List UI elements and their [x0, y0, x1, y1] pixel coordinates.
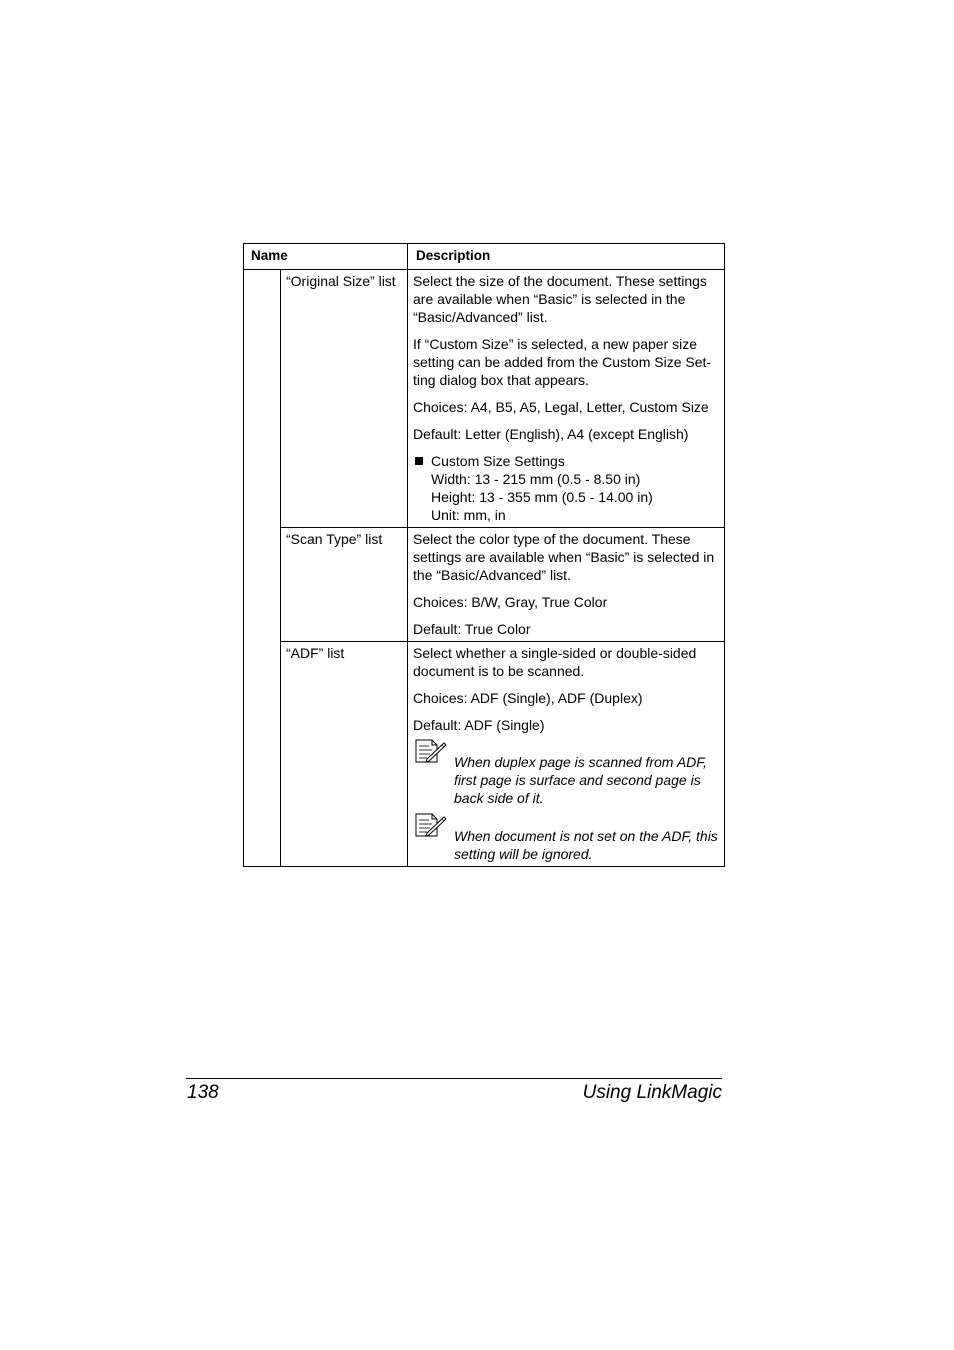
table-row [244, 270, 725, 528]
bullet-line: Unit: mm, in [431, 507, 506, 523]
header-name: Name [244, 244, 408, 270]
custom-size-settings-bullet [413, 452, 720, 524]
square-bullet-icon [415, 457, 423, 465]
table-row [244, 528, 725, 642]
note [413, 827, 720, 863]
row-name-original-size: “Original Size” list [281, 270, 408, 528]
row-description-original-size [408, 270, 725, 528]
row-description-scan-type [408, 528, 725, 642]
group-indent-cell [244, 270, 281, 867]
header-description: Description [408, 244, 725, 270]
table-header-row [244, 244, 725, 270]
row-name-scan-type: “Scan Type” list [281, 528, 408, 642]
bullet-title: Custom Size Settings [431, 453, 565, 469]
settings-table [243, 243, 725, 867]
note-pencil-icon [415, 813, 447, 837]
chapter-title: Using LinkMagic [582, 1082, 722, 1103]
note-text: When duplex page is scanned from ADF, first page is surface and second page is back side of it. [454, 754, 707, 806]
table-row [244, 642, 725, 867]
description-paragraph: Default: ADF (Single) [413, 717, 545, 733]
description-paragraph: Default: Letter (English), A4 (except English) [413, 426, 689, 442]
description-paragraph: Select the size of the document. These settings are available when “Basic” is selected in the “Basic/Advanced” list. [413, 273, 707, 325]
description-paragraph: If “Custom Size” is selected, a new paper size setting can be added from the Custom Size Set-ting dialog box that appears. [413, 336, 712, 388]
row-description-adf [408, 642, 725, 867]
note [413, 753, 720, 807]
description-paragraph: Choices: ADF (Single), ADF (Duplex) [413, 690, 643, 706]
bullet-line: Width: 13 - 215 mm (0.5 - 8.50 in) [431, 471, 641, 487]
description-paragraph: Choices: B/W, Gray, True Color [413, 594, 608, 610]
note-pencil-icon [415, 739, 447, 763]
note-text: When document is not set on the ADF, this setting will be ignored. [454, 828, 718, 862]
description-paragraph: Default: True Color [413, 621, 531, 637]
description-paragraph: Select the color type of the document. These settings are available when “Basic” is selected in the “Basic/Advanced” list. [413, 531, 715, 583]
description-paragraph: Select whether a single-sided or double-sided document is to be scanned. [413, 645, 697, 679]
bullet-line: Height: 13 - 355 mm (0.5 - 14.00 in) [431, 489, 653, 505]
description-paragraph: Choices: A4, B5, A5, Legal, Letter, Custom Size [413, 399, 709, 415]
row-name-adf: “ADF” list [281, 642, 408, 867]
footer-divider [186, 1078, 722, 1079]
page-number: 138 [187, 1082, 219, 1103]
